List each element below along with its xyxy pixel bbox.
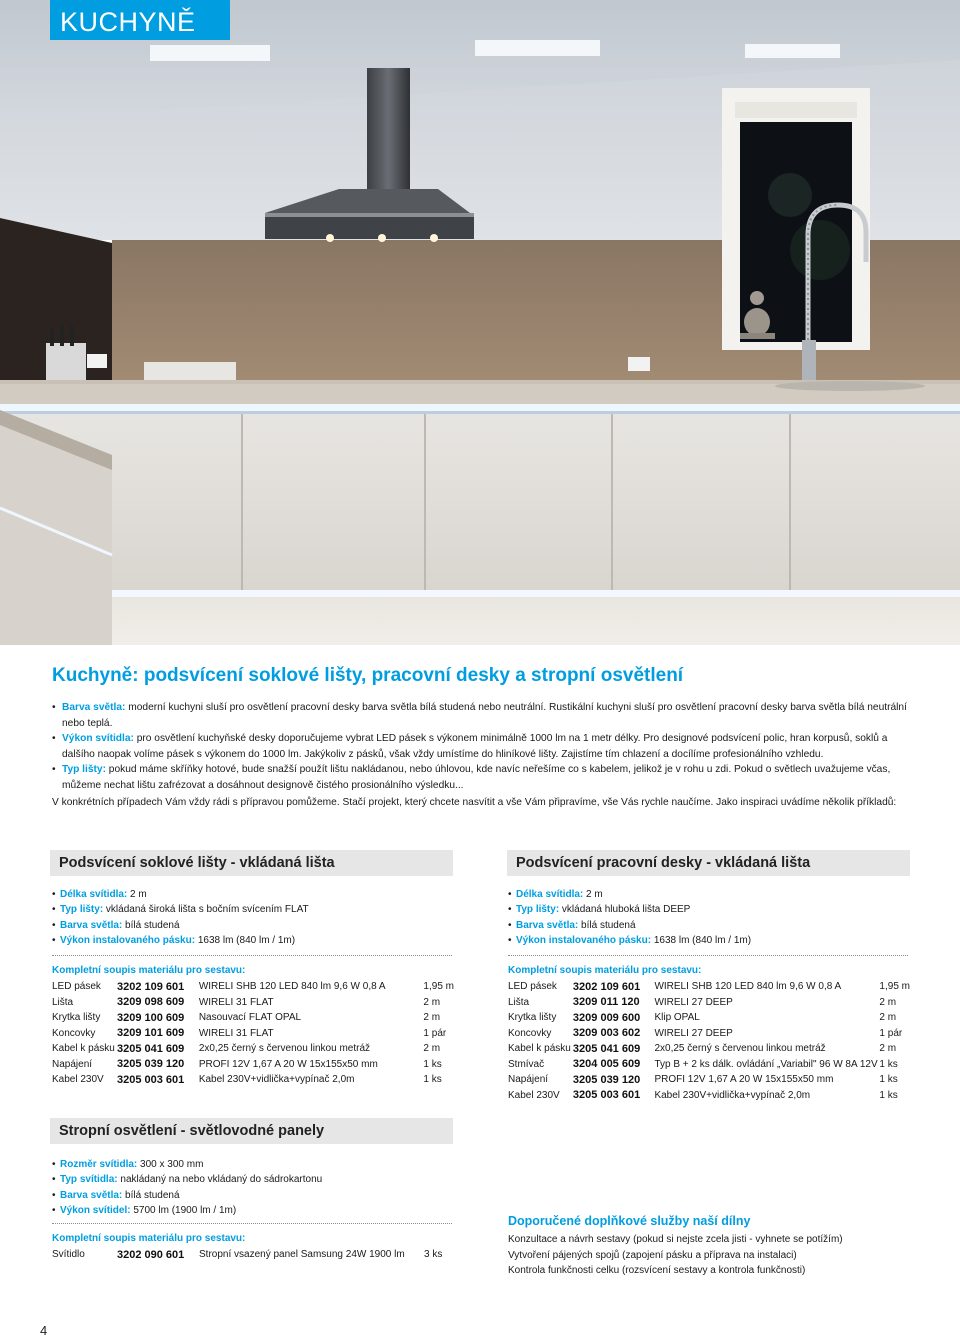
props-sokl (52, 887, 309, 948)
prop-value: 5700 lm (1900 lm / 1m) (130, 1204, 237, 1216)
materials-table-ceiling (52, 1247, 454, 1263)
mat-item: Krytka lišty (52, 1012, 101, 1024)
prop-item (52, 1172, 322, 1187)
mat-item: Kabel k pásku (52, 1043, 115, 1055)
intro-text: pokud máme skříňky hotové, bude snažší použít lištu nakládanou, nebo úhlovou, kde navíc neřešíme co s kabelem, jelikož je v rohu u zdi. Pokud o světlech uvažujeme včas, můžeme nechat lištu zafrézovat a dosáhnout designově čistého prosionálního výsledku... (62, 764, 891, 791)
materials-table-sokl (52, 979, 454, 1088)
mat-code: 3205 039 120 (572, 1073, 641, 1086)
table-row (52, 979, 454, 995)
mat-item: Stmívač (508, 1058, 545, 1070)
prop-value: vkládaná široká lišta s bočním svícením FLAT (103, 904, 309, 916)
mat-qty: 2 m (423, 1012, 441, 1024)
prop-item (52, 1157, 322, 1172)
services-list (508, 1232, 843, 1279)
table-row (52, 1026, 454, 1042)
prop-label: Výkon instalovaného pásku: (516, 934, 652, 946)
prop-item (52, 1188, 322, 1203)
divider (52, 955, 452, 956)
intro-list (52, 700, 917, 794)
prop-label: Délka svítidla: (60, 889, 128, 900)
props-ceiling (52, 1157, 322, 1218)
mat-desc: Klip OPAL (654, 1012, 700, 1024)
mat-qty: 2 m (423, 996, 441, 1008)
mat-item: Lišta (508, 996, 530, 1008)
prop-value: bílá studená (122, 1189, 180, 1201)
mat-desc: Nasouvací FLAT OPAL (198, 1012, 302, 1024)
mat-desc: 2x0,25 černý s červenou linkou metráž (654, 1043, 826, 1055)
mat-qty: 2 m (879, 1043, 897, 1055)
mat-code: 3205 041 609 (572, 1042, 641, 1055)
mat-desc: WIRELI 27 DEEP (654, 996, 733, 1008)
prop-item (52, 918, 309, 933)
prop-label: Délka svítidla: (516, 889, 584, 900)
mat-desc: WIRELI 31 FLAT (198, 996, 274, 1008)
table-row (52, 1072, 454, 1088)
prop-item (52, 902, 309, 917)
intro-item (52, 700, 917, 731)
mat-desc: WIRELI SHB 120 LED 840 lm 9,6 W 0,8 A (198, 981, 386, 993)
prop-label: Typ lišty: (60, 904, 104, 916)
prop-value: 2 m (127, 889, 147, 900)
mat-item: Koncovky (52, 1027, 96, 1039)
prop-item (508, 902, 751, 917)
service-line: Kontrola funkčnosti celku (rozsvícení sestavy a kontrola funkčnosti) (508, 1265, 806, 1276)
prop-label: Rozměr svítidla: (60, 1159, 138, 1170)
mat-code: 3209 098 609 (116, 996, 185, 1009)
mat-qty: 1 pár (879, 1027, 903, 1039)
mat-qty: 1,95 m (423, 981, 454, 993)
intro-label: Typ lišty: (62, 764, 106, 776)
mat-qty: 1 pár (423, 1027, 447, 1039)
kitchen-photo (0, 0, 960, 645)
mat-code: 3204 005 609 (572, 1058, 641, 1071)
services-title: Doporučené doplňkové služby naší dílny (508, 1214, 751, 1228)
table-row (52, 995, 454, 1011)
chapter-tag: KUCHYNĚ (50, 0, 230, 40)
intro-item (52, 762, 917, 793)
prop-item (52, 1203, 322, 1218)
mat-code: 3209 100 609 (116, 1011, 185, 1024)
prop-value: bílá studená (122, 919, 180, 931)
mat-item: LED pásek (52, 981, 101, 993)
table-row (508, 1072, 910, 1088)
table-row (508, 995, 910, 1011)
prop-value: 2 m (583, 889, 603, 900)
mat-item: Kabel 230V (52, 1074, 104, 1086)
table-row (508, 1041, 910, 1057)
props-desk (508, 887, 751, 948)
mat-code: 3205 003 601 (116, 1073, 185, 1086)
section-heading-desk: Podsvícení pracovní desky - vkládaná lišta (507, 850, 910, 876)
prop-value: nakládaný na nebo vkládaný do sádrokartonu (117, 1174, 323, 1186)
prop-item (52, 887, 309, 902)
intro-item (52, 731, 917, 762)
mat-qty: 1,95 m (879, 981, 910, 993)
mat-item: Napájení (508, 1074, 549, 1086)
mat-qty: 1 ks (423, 1058, 442, 1070)
intro-note: V konkrétních případech Vám vždy rádi s přípravou pomůžeme. Stačí projekt, který chcete nasvítit a vše Vám připravíme, vše Vás rychle naučíme. Jako inspiraci uvádíme několik příkladů: (52, 797, 897, 808)
mat-desc: WIRELI SHB 120 LED 840 lm 9,6 W 0,8 A (654, 981, 842, 993)
prop-label: Barva světla: (60, 919, 123, 931)
mat-qty: 2 m (423, 1043, 441, 1055)
prop-value: 300 x 300 mm (137, 1159, 204, 1170)
prop-value: bílá studená (578, 919, 636, 931)
table-row (508, 979, 910, 995)
mat-code: 3205 041 609 (116, 1042, 185, 1055)
intro-text: pro osvětlení kuchyňské desky doporučujeme vybrat LED pásek s výkonem minimálně 1000 lm na 1 metr délky. Pro designové podsvícení polic, hran korpusů, soklů a dalšího naopak volíme pásek s výkonem do 1000 lm. Jakýkoliv z pásků, však vždy umístíme do hliníkové lišty. Zajistíme tím chlazení a docílíme profesionálního vzhledu. (62, 733, 888, 760)
mat-item: LED pásek (508, 981, 557, 993)
mat-qty: 2 m (879, 996, 897, 1008)
prop-label: Výkon svítidel: (60, 1204, 131, 1216)
prop-value: 1638 lm (840 lm / 1m) (195, 934, 296, 946)
section-heading-sokl: Podsvícení soklové lišty - vkládaná lišta (50, 850, 453, 876)
mat-item: Lišta (52, 996, 74, 1008)
table-row (508, 1057, 910, 1073)
mat-item: Koncovky (508, 1027, 552, 1039)
prop-value: vkládaná hluboká lišta DEEP (559, 904, 691, 916)
mat-desc: WIRELI 31 FLAT (198, 1027, 274, 1039)
mat-item: Napájení (52, 1058, 93, 1070)
prop-item (52, 933, 309, 948)
mat-item: Svítidlo (52, 1249, 85, 1261)
prop-label: Typ lišty: (516, 904, 560, 916)
intro-label: Barva světla: (62, 702, 126, 713)
section-heading-ceiling: Stropní osvětlení - světlovodné panely (50, 1118, 453, 1144)
mat-code: 3205 003 601 (572, 1089, 641, 1102)
intro-text: moderní kuchyni sluší pro osvětlení pracovní desky barva světla bílá studená nebo neutrální. Rustikální kuchyni sluší pro osvětlení pracovní desky barva světla bílá neutrální nebo teplá. (62, 702, 907, 729)
prop-value: 1638 lm (840 lm / 1m) (651, 934, 752, 946)
mat-item: Krytka lišty (508, 1012, 557, 1024)
mat-desc: PROFI 12V 1,67 A 20 W 15x155x50 mm (198, 1058, 378, 1070)
mat-qty: 1 ks (879, 1089, 898, 1101)
mat-qty: 1 ks (879, 1074, 898, 1086)
mat-code: 3209 101 609 (116, 1027, 185, 1040)
table-row (52, 1057, 454, 1073)
prop-item (508, 933, 751, 948)
mat-code: 3202 090 601 (117, 1248, 185, 1261)
page-number: 4 (40, 1323, 48, 1338)
divider (508, 955, 908, 956)
mat-code: 3202 109 601 (572, 980, 641, 993)
mat-code: 3209 011 120 (572, 996, 640, 1009)
mat-desc: WIRELI 27 DEEP (654, 1027, 733, 1039)
mat-desc: Typ B + 2 ks dálk. ovládání „Variabil" 96 W 8A 12V (654, 1058, 878, 1070)
mat-qty: 3 ks (424, 1249, 443, 1261)
table-row (52, 1041, 454, 1057)
divider (52, 1223, 452, 1224)
mat-code: 3209 003 602 (572, 1027, 641, 1040)
prop-label: Barva světla: (516, 919, 579, 931)
prop-label: Typ svítidla: (60, 1174, 118, 1186)
table-row (52, 1010, 454, 1026)
prop-label: Barva světla: (60, 1189, 123, 1201)
service-line: Vytvoření pájených spojů (zapojení pásku a příprava na instalaci) (508, 1249, 797, 1261)
mat-code: 3205 039 120 (116, 1058, 185, 1071)
mat-desc: Kabel 230V+vidlička+vypínač 2,0m (198, 1074, 355, 1086)
prop-label: Výkon instalovaného pásku: (60, 934, 196, 946)
prop-item (508, 918, 751, 933)
mat-item: Kabel k pásku (508, 1043, 571, 1055)
prop-item (508, 887, 751, 902)
table-row (52, 1247, 454, 1263)
mat-qty: 2 m (879, 1012, 897, 1024)
materials-title: Kompletní soupis materiálu pro sestavu: (508, 965, 702, 976)
mat-code: 3209 009 600 (572, 1011, 641, 1024)
mat-desc: PROFI 12V 1,67 A 20 W 15x155x50 mm (654, 1074, 834, 1086)
mat-qty: 1 ks (879, 1058, 898, 1070)
table-row (508, 1088, 910, 1104)
table-row (508, 1010, 910, 1026)
intro-label: Výkon svítidla: (62, 733, 134, 745)
mat-desc: Kabel 230V+vidlička+vypínač 2,0m (654, 1089, 811, 1101)
service-line: Konzultace a návrh sestavy (pokud si nejste zcela jisti - vyhnete se potížím) (508, 1234, 843, 1245)
mat-desc: 2x0,25 černý s červenou linkou metráž (198, 1043, 371, 1055)
table-row (508, 1026, 910, 1042)
materials-title: Kompletní soupis materiálu pro sestavu: (52, 965, 246, 976)
materials-title: Kompletní soupis materiálu pro sestavu: (52, 1233, 246, 1244)
mat-item: Kabel 230V (508, 1089, 560, 1101)
page-title: Kuchyně: podsvícení soklové lišty, pracovní desky a stropní osvětlení (52, 665, 684, 686)
mat-code: 3202 109 601 (116, 980, 185, 993)
mat-qty: 1 ks (423, 1074, 442, 1086)
mat-desc: Stropní vsazený panel Samsung 24W 1900 lm (199, 1249, 405, 1261)
materials-table-desk (508, 979, 910, 1103)
